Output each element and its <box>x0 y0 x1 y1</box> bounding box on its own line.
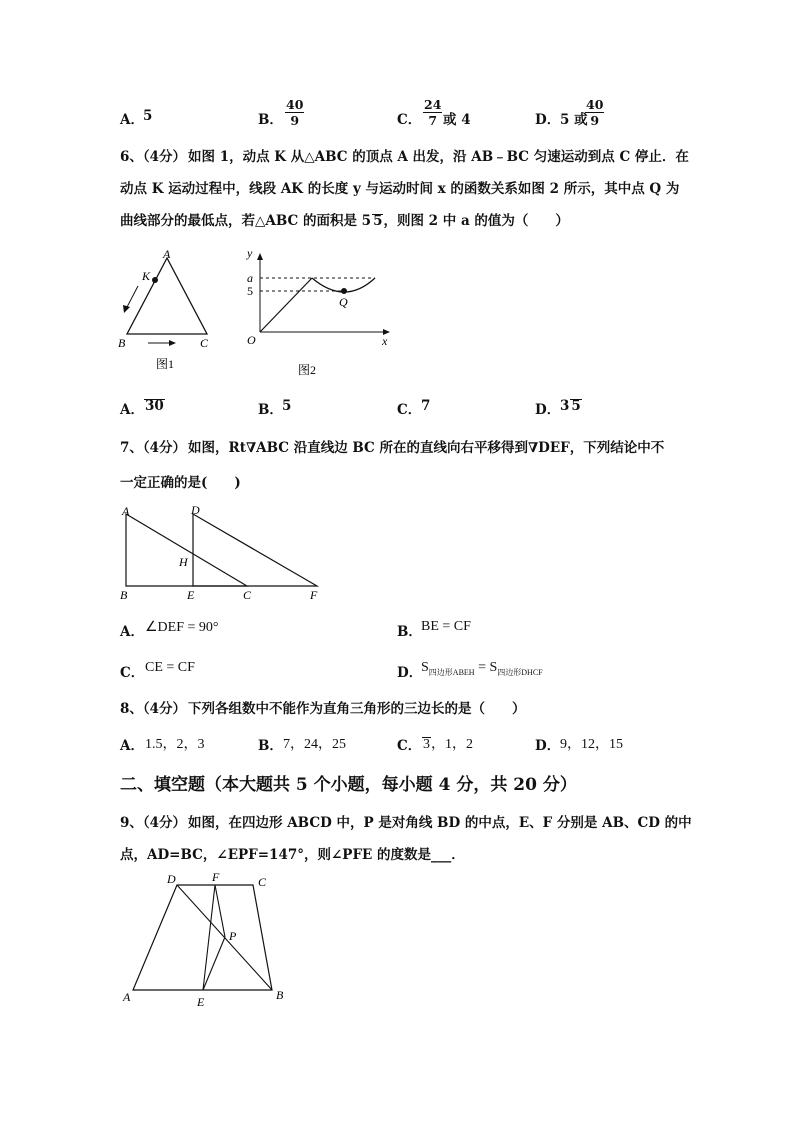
q7-option-d-letter[interactable]: D． <box>397 665 423 681</box>
sqrt-value: 5 <box>571 398 581 414</box>
q5-option-d-prefix: 5 或 <box>560 112 588 128</box>
q7-figure <box>115 500 335 604</box>
label-e: E <box>197 995 205 1009</box>
sqrt-value: 30 <box>145 398 164 414</box>
subscript-2: 四边形DHCF <box>497 667 543 677</box>
q8-option-b-letter[interactable]: B． <box>258 738 283 754</box>
q7-number: 7、（4分） <box>120 440 187 456</box>
q8-option-d-text: 9，12，15 <box>560 737 623 752</box>
q5-option-b-fraction <box>285 98 304 128</box>
q5-option-d-fraction <box>585 98 604 128</box>
label-e: E <box>187 588 195 602</box>
q5-option-a-value: 5 <box>143 108 153 124</box>
figure-1-caption: 图1 <box>156 357 175 371</box>
label-b: B <box>118 336 126 350</box>
fraction-numerator: 24 <box>424 97 442 112</box>
q9-stem-line1: 如图，在四边形 ABCD 中，P 是对角线 BD 的中点，E、F 分别是 AB、CD 的中 <box>188 815 692 831</box>
label-h: H <box>179 555 188 569</box>
section-heading: 二、填空题（本大题共 5 个小题，每小题 4 分，共 20 分） <box>120 775 577 795</box>
q6-option-c-letter[interactable]: C． <box>397 402 422 418</box>
q7-option-b-text: BE = CF <box>421 619 471 634</box>
q5-option-b-letter[interactable]: B． <box>258 112 283 128</box>
q6-option-b-letter[interactable]: B． <box>258 402 283 418</box>
q7-option-a-letter[interactable]: A． <box>120 624 144 640</box>
rest-values: ，1，2 <box>431 737 473 752</box>
sqrt-value: 3 <box>423 737 430 752</box>
quadrilateral-abcd <box>133 885 272 990</box>
q7-option-a-text: ∠DEF = 90° <box>145 620 219 635</box>
q8-option-c-letter[interactable]: C． <box>397 738 422 754</box>
arrow-ab <box>126 286 138 309</box>
q6-figure-1 <box>110 246 225 376</box>
q8-option-b-text: 7，24，25 <box>283 737 346 752</box>
q6-area-sqrt: 5 <box>373 213 383 229</box>
label-x: x <box>382 334 388 348</box>
q5-option-c-letter[interactable]: C． <box>397 112 422 128</box>
triangle-abc <box>127 258 207 334</box>
q6-stem-line3 <box>120 209 569 229</box>
label-a: A <box>122 504 130 518</box>
label-b: B <box>276 988 284 1002</box>
q7-option-d-text <box>421 660 543 678</box>
label-d: D <box>191 503 200 517</box>
q6-number: 6、（4分） <box>120 149 187 165</box>
q6-option-c-value: 7 <box>421 398 431 414</box>
label-y: y <box>247 246 253 260</box>
q6-figure-2 <box>235 244 395 380</box>
label-a: A <box>123 990 131 1004</box>
q5-option-c-fraction <box>423 98 442 128</box>
label-p: P <box>229 929 237 943</box>
figure-2-caption: 图2 <box>298 363 317 377</box>
fraction-denominator: 9 <box>590 113 600 128</box>
label-f: F <box>212 870 220 884</box>
q6-option-a-value <box>143 398 165 414</box>
q7-option-c-letter[interactable]: C． <box>120 665 145 681</box>
label-a: A <box>163 247 171 261</box>
y-axis-arrow <box>257 253 263 260</box>
q8-number: 8、（4分） <box>120 701 187 717</box>
q7-stem-line1: 如图，Rt∇ABC 沿直线边 BC 所在的直线向右平移得到∇DEF，下列结论中不 <box>188 440 665 456</box>
q7-option-b-letter[interactable]: B． <box>397 624 422 640</box>
label-b: B <box>120 588 128 602</box>
q5-option-d-letter[interactable]: D． <box>535 112 561 128</box>
label-c: C <box>258 875 267 889</box>
q6-stem-line2: 动点 K 运动过程中，线段 AK 的长度 y 与运动时间 x 的函数关系如图 2 所示，其中点 Q 为 <box>120 181 680 197</box>
q7-stem-line2: 一定正确的是( ) <box>120 475 241 491</box>
q6-stem-line1: 如图 1，动点 K 从△ABC 的顶点 A 出发，沿 AB﹣BC 匀速运动到点 C 停止．在 <box>188 149 689 165</box>
label-q: Q <box>339 295 348 309</box>
label-origin: O <box>247 333 256 347</box>
q9-number: 9、（4分） <box>120 815 187 831</box>
q6-stem-line3-b: ，则图 2 中 a 的值为（ ） <box>383 213 569 229</box>
coefficient: 3 <box>560 398 570 414</box>
label-a-value: a <box>247 271 253 285</box>
q8-option-c-text <box>421 733 473 753</box>
q9-figure <box>115 866 305 1016</box>
q8-stem: 下列各组数中不能作为直角三角形的三边长的是（ ） <box>188 701 526 717</box>
q6-option-a-letter[interactable]: A． <box>120 402 144 418</box>
label-c: C <box>200 336 209 350</box>
equals-area-symbol-2: = S <box>474 660 498 675</box>
q6-stem-line3-a: 曲线部分的最低点，若△ABC 的面积是 5 <box>120 213 372 229</box>
arrow-ab-head <box>123 305 130 313</box>
q8-option-a-text: 1.5，2，3 <box>145 737 205 752</box>
q5-option-c-suffix: 或 4 <box>443 112 471 128</box>
label-five: 5 <box>247 284 253 298</box>
q6-option-d-value <box>560 398 582 414</box>
label-k: K <box>142 269 151 283</box>
fraction-denominator: 7 <box>428 113 438 128</box>
fraction-denominator: 9 <box>290 113 300 128</box>
q9-stem-line2: 点，AD=BC，∠EPF=147°，则∠PFE 的度数是___． <box>120 847 465 863</box>
q6-option-b-value: 5 <box>282 398 292 414</box>
triangle-def <box>193 514 317 586</box>
point-q <box>341 288 347 294</box>
q7-option-c-text: CE = CF <box>145 660 195 675</box>
q5-option-a-letter[interactable]: A． <box>120 112 144 128</box>
triangle-abc <box>126 514 247 586</box>
q6-option-d-letter[interactable]: D． <box>535 402 561 418</box>
label-d: D <box>167 872 176 886</box>
linear-segment <box>260 278 312 332</box>
fraction-numerator: 40 <box>586 97 604 112</box>
arrow-bc-head <box>169 340 176 346</box>
subscript-1: 四边形ABEH <box>428 667 475 677</box>
area-symbol-1: S <box>421 660 429 675</box>
label-c: C <box>243 588 252 602</box>
q8-option-d-letter[interactable]: D． <box>535 738 561 754</box>
label-f: F <box>310 588 318 602</box>
q8-option-a-letter[interactable]: A． <box>120 738 144 754</box>
point-k <box>152 277 158 283</box>
fraction-numerator: 40 <box>286 97 304 112</box>
